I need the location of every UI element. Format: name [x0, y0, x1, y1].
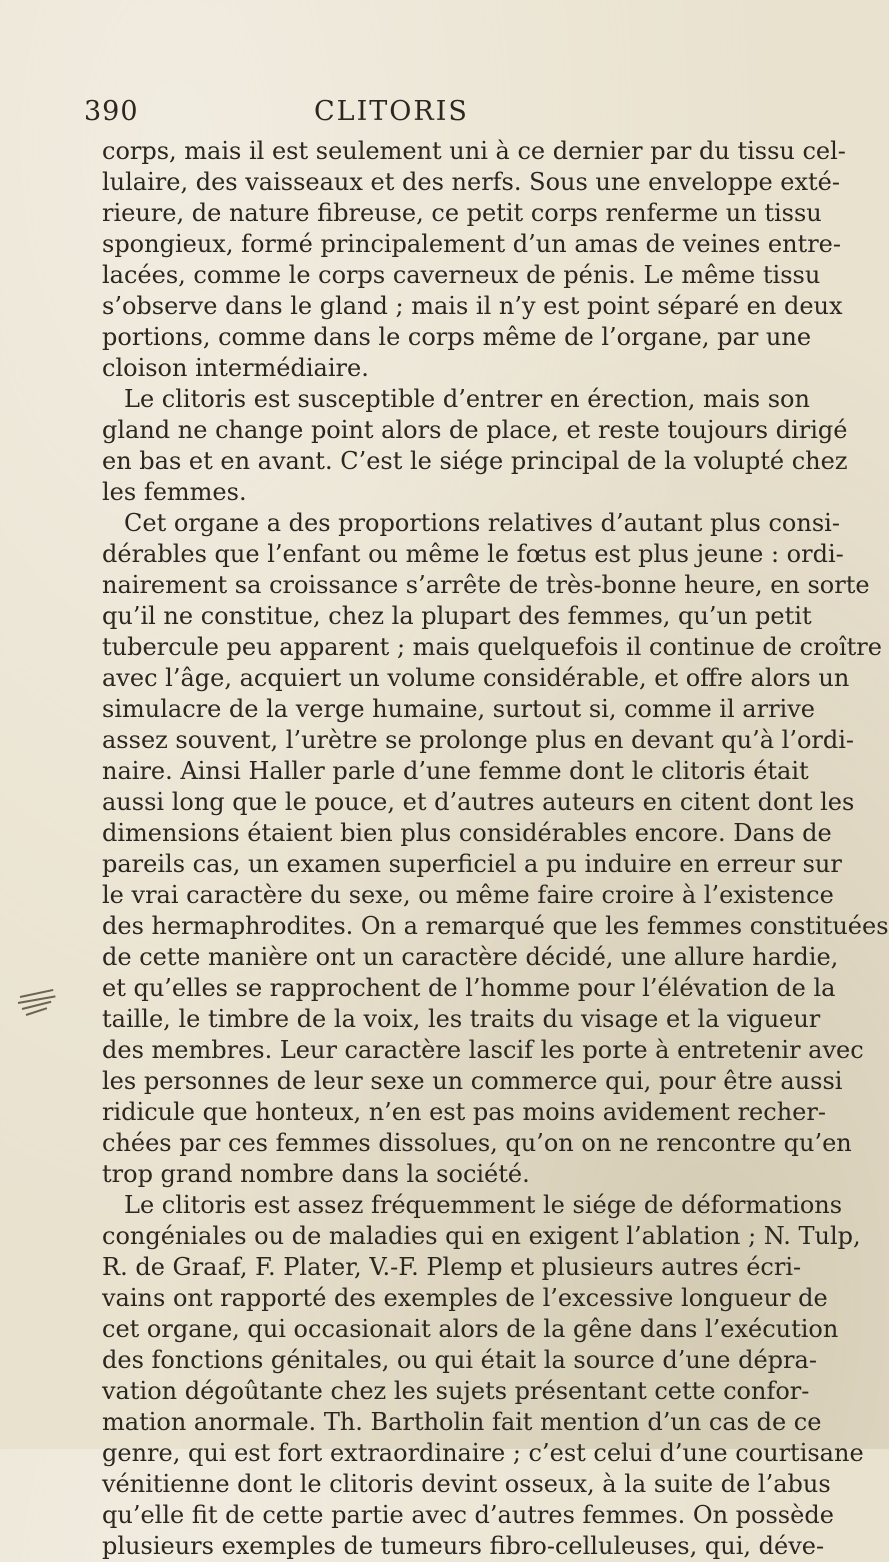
text-line: des fonctions génitales, ou qui était la source d’une dépra-: [102, 1346, 817, 1374]
text-line: assez souvent, l’urètre se prolonge plus en devant qu’à l’ordi-: [102, 726, 855, 754]
text-line: cloison intermédiaire.: [102, 354, 369, 382]
page-number: 390: [84, 96, 139, 127]
body-text: [102, 136, 889, 1562]
text-line: taille, le timbre de la voix, les traits du visage et la vigueur: [102, 1005, 821, 1033]
text-line: ridicule que honteux, n’en est pas moins avidement recher-: [102, 1098, 826, 1126]
text-line: lulaire, des vaisseaux et des nerfs. Sous une enveloppe exté-: [102, 168, 840, 196]
text-line: les femmes.: [102, 478, 247, 506]
text-line: nairement sa croissance s’arrête de très-bonne heure, en sorte: [102, 571, 870, 599]
text-line: avec l’âge, acquiert un volume considérable, et offre alors un: [102, 664, 850, 692]
paragraph-start: Le clitoris est assez fréquemment le siége de déformations: [124, 1191, 843, 1219]
text-line: plusieurs exemples de tumeurs fibro-celluleuses, qui, déve-: [102, 1532, 825, 1560]
text-line: dimensions étaient bien plus considérables encore. Dans de: [102, 819, 832, 847]
text-line: chées par ces femmes dissolues, qu’on on ne rencontre qu’en: [102, 1129, 852, 1157]
text-line: qu’elle fit de cette partie avec d’autres femmes. On possède: [102, 1501, 834, 1529]
text-line: R. de Graaf, F. Plater, V.-F. Plemp et plusieurs autres écri-: [102, 1253, 802, 1281]
text-line: vénitienne dont le clitoris devint osseux, à la suite de l’abus: [102, 1470, 831, 1498]
text-line: mation anormale. Th. Bartholin fait mention d’un cas de ce: [102, 1408, 822, 1436]
text-line: des membres. Leur caractère lascif les porte à entretenir avec: [102, 1036, 864, 1064]
running-title: CLITORIS: [314, 96, 469, 127]
text-line: dérables que l’enfant ou même le fœtus est plus jeune : ordi-: [102, 540, 844, 568]
text-line: en bas et en avant. C’est le siége principal de la volupté chez: [102, 447, 848, 475]
page-header: [84, 96, 724, 136]
text-line: simulacre de la verge humaine, surtout si, comme il arrive: [102, 695, 815, 723]
text-line: naire. Ainsi Haller parle d’une femme dont le clitoris était: [102, 757, 809, 785]
text-line: des hermaphrodites. On a remarqué que les femmes constituées: [102, 912, 889, 940]
text-line: spongieux, formé principalement d’un amas de veines entre-: [102, 230, 841, 258]
text-line: le vrai caractère du sexe, ou même faire croire à l’existence: [102, 881, 834, 909]
text-line: congéniales ou de maladies qui en exigent l’ablation ; N. Tulp,: [102, 1222, 861, 1250]
text-line: gland ne change point alors de place, et reste toujours dirigé: [102, 416, 848, 444]
text-line: portions, comme dans le corps même de l’organe, par une: [102, 323, 812, 351]
text-line: trop grand nombre dans la société.: [102, 1160, 530, 1188]
text-line: genre, qui est fort extraordinaire ; c’est celui d’une courtisane: [102, 1439, 864, 1467]
text-line: et qu’elles se rapprochent de l’homme pour l’élévation de la: [102, 974, 836, 1002]
text-line: cet organe, qui occasionait alors de la gêne dans l’exécution: [102, 1315, 839, 1343]
text-line: corps, mais il est seulement uni à ce dernier par du tissu cel-: [102, 137, 846, 165]
text-line: aussi long que le pouce, et d’autres auteurs en citent dont les: [102, 788, 855, 816]
text-line: s’observe dans le gland ; mais il n’y est point séparé en deux: [102, 292, 843, 320]
paragraph-start: Cet organe a des proportions relatives d’autant plus consi-: [124, 509, 840, 537]
text-line: vains ont rapporté des exemples de l’excessive longueur de: [102, 1284, 828, 1312]
text-line: rieure, de nature fibreuse, ce petit corps renferme un tissu: [102, 199, 822, 227]
text-line: qu’il ne constitue, chez la plupart des femmes, qu’un petit: [102, 602, 812, 630]
margin-ink-mark-icon: [16, 988, 60, 1024]
text-line: vation dégoûtante chez les sujets présentant cette confor-: [102, 1377, 810, 1405]
text-line: de cette manière ont un caractère décidé, une allure hardie,: [102, 943, 839, 971]
paragraph-start: Le clitoris est susceptible d’entrer en érection, mais son: [124, 385, 810, 413]
text-line: tubercule peu apparent ; mais quelquefois il continue de croître: [102, 633, 882, 661]
text-line: les personnes de leur sexe un commerce qui, pour être aussi: [102, 1067, 843, 1095]
text-line: lacées, comme le corps caverneux de pénis. Le même tissu: [102, 261, 821, 289]
text-line: pareils cas, un examen superficiel a pu induire en erreur sur: [102, 850, 842, 878]
